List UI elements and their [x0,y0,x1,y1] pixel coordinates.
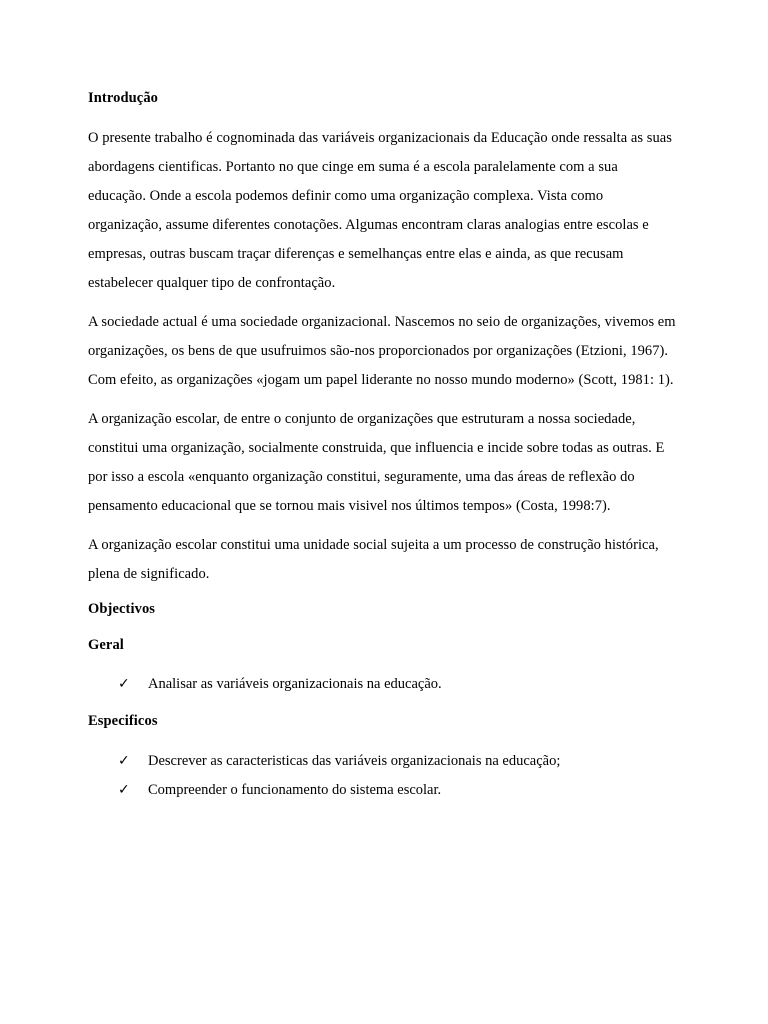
list-item [112,776,676,805]
check-icon: ✓ [118,782,130,798]
paragraph-intro-2: A sociedade actual é uma sociedade organizacional. Nascemos no seio de organizações, vivemos em organizações, os bens de que usufruimos são-nos proporcionados por organizações (Etzioni, 1967). Com efeito, as organizações «jogam um papel liderante no nosso mundo moderno» (Scott, 1981: 1). [88,313,676,388]
list-item-label: Compreender o funcionamento do sistema escolar. [148,782,442,798]
check-icon: ✓ [118,753,130,769]
paragraph-intro-1: O presente trabalho é cognominada das variáveis organizacionais da Educação onde ressalta as suas abordagens cientificas. Portanto no que cinge em suma é a escola paralelamente com a sua educação. Onde a escola podemos definir como uma organização complexa. Vista como organização, assume diferentes conotações. Algumas encontram claras analogias entre escolas e empresas, outras buscam traçar diferenças e semelhanças entre elas e ainda, as que recusam estabelecer qualquer tipo de confrontação. [88,129,672,291]
document-body [88,88,676,805]
bullet-list-especificos [88,747,676,805]
list-item-label: Descrever as caracteristicas das variáveis organizacionais na educação; [148,753,561,769]
section-heading-introducao: Introdução [88,90,159,106]
check-icon: ✓ [118,676,130,693]
section-heading-geral: Geral [88,636,124,653]
paragraph-intro-4: A organização escolar constitui uma unidade social sujeita a um processo de construção histórica, plena de significado. [88,536,659,582]
paragraph-intro-3: A organização escolar, de entre o conjunto de organizações que estruturam a nossa sociedade, constitui uma organização, socialmente construida, que influencia e incide sobre todas as outras. E por isso a escola «enquanto organização constitui, seguramente, uma das áreas de reflexão do pensamento educacional que se tornou mais visivel nos últimos tempos» (Costa, 1998:7). [88,410,665,514]
section-heading-objectivos: Objectivos [88,600,156,617]
section-heading-especificos: Especificos [88,713,158,730]
list-item [112,670,676,699]
bullet-list-geral [88,670,676,699]
list-item-label: Analisar as variáveis organizacionais na educação. [148,676,442,693]
list-item [112,747,676,776]
